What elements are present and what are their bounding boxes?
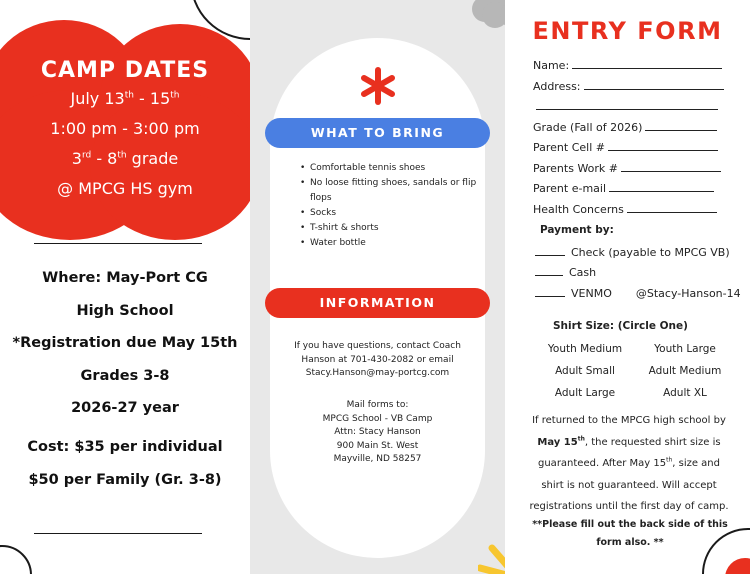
- grade-field[interactable]: Grade (Fall of 2026): [533, 118, 733, 139]
- shirt-size-option[interactable]: Adult Medium: [648, 365, 722, 377]
- contact-line: Hanson at 701-430-2082 or email: [301, 354, 454, 365]
- right-panel: [505, 0, 750, 574]
- shirt-size-option[interactable]: Adult XL: [663, 387, 707, 399]
- health-concerns-field[interactable]: Health Concerns: [533, 200, 733, 221]
- list-item: • No loose fitting shoes, sandals or flip flops: [300, 176, 485, 206]
- divider: [34, 533, 202, 534]
- shirt-size-option[interactable]: Youth Large: [654, 343, 716, 355]
- shirt-size-options: [535, 339, 735, 403]
- shirt-size-option[interactable]: Adult Small: [555, 365, 615, 377]
- asterisk-icon: [358, 66, 398, 112]
- payment-title: Payment by:: [540, 224, 614, 236]
- left-panel: [0, 0, 250, 574]
- decorative-cloud-shape: [472, 0, 505, 26]
- contact-line: If you have questions, contact Coach: [294, 341, 461, 351]
- contact-email: Stacy.Hanson@may-portcg.com: [305, 368, 450, 378]
- camp-info-block: [0, 262, 250, 497]
- back-side-note: **Please fill out the back side of this form also. **: [532, 519, 728, 548]
- registration-deadline: *Registration due May 15th: [12, 335, 238, 351]
- mail-line: MPCG School - VB Camp: [322, 413, 433, 424]
- payment-cash-option[interactable]: Cash: [535, 265, 596, 281]
- entry-form-fields: [533, 56, 733, 220]
- decorative-ring: [0, 545, 32, 574]
- entry-form-title: ENTRY FORM: [532, 17, 723, 45]
- cost-family: $50 per Family (Gr. 3-8): [28, 471, 222, 488]
- cost-individual: Cost: $35 per individual: [27, 438, 223, 455]
- middle-panel: [250, 0, 505, 574]
- mail-line: Mayville, ND 58257: [333, 454, 422, 464]
- shirt-size-option[interactable]: Adult Large: [554, 387, 616, 399]
- address-field[interactable]: Address:: [533, 77, 733, 98]
- parent-email-field[interactable]: Parent e-mail: [533, 179, 733, 200]
- camp-grade-line: 3rd - 8th grade: [71, 149, 179, 168]
- camp-time-line: 1:00 pm - 3:00 pm: [50, 119, 200, 138]
- name-field[interactable]: Name:: [533, 56, 733, 77]
- camp-dates-block: [0, 58, 250, 204]
- sunburst-icon: [478, 538, 505, 574]
- mailing-address: [280, 399, 475, 467]
- mail-line: Mail forms to:: [346, 400, 409, 410]
- where-line-1: Where: May-Port CG: [42, 270, 208, 286]
- camp-dates-title: CAMP DATES: [40, 58, 210, 83]
- contact-info: [280, 340, 475, 381]
- grades-line: Grades 3-8: [80, 367, 170, 384]
- list-item: • Socks: [300, 206, 485, 221]
- list-item: • Comfortable tennis shoes: [300, 161, 485, 176]
- address-field-line-2[interactable]: [533, 97, 733, 118]
- venmo-handle: @Stacy-Hanson-14: [635, 287, 741, 300]
- list-item: • Water bottle: [300, 236, 485, 251]
- shirt-policy-text: If returned to the MPCG high school by May 15th, the requested shirt size is guaranteed. After May 15th, size and shirt is not guaranteed. Will accept registrations until the first day of camp.: [529, 415, 729, 512]
- where-line-2: High School: [76, 302, 174, 319]
- list-item: • T-shirt & shorts: [300, 221, 485, 236]
- shirt-size-title: Shirt Size: (Circle One): [553, 320, 688, 332]
- payment-venmo-option[interactable]: VENMO @Stacy-Hanson-14: [535, 286, 741, 302]
- information-banner: INFORMATION: [265, 288, 490, 318]
- parent-cell-field[interactable]: Parent Cell #: [533, 138, 733, 159]
- divider: [34, 243, 202, 244]
- camp-dates-line: July 13th - 15th: [70, 89, 180, 108]
- what-to-bring-banner: WHAT TO BRING: [265, 118, 490, 148]
- bring-list: [300, 161, 485, 251]
- parents-work-field[interactable]: Parents Work #: [533, 159, 733, 180]
- camp-location-line: @ MPCG HS gym: [57, 179, 193, 198]
- mail-line: Attn: Stacy Hanson: [334, 427, 421, 437]
- year-line: 2026-27 year: [71, 400, 179, 416]
- payment-check-option[interactable]: Check (payable to MPCG VB): [535, 245, 730, 261]
- shirt-size-option[interactable]: Youth Medium: [547, 343, 623, 355]
- mail-line: 900 Main St. West: [336, 440, 419, 451]
